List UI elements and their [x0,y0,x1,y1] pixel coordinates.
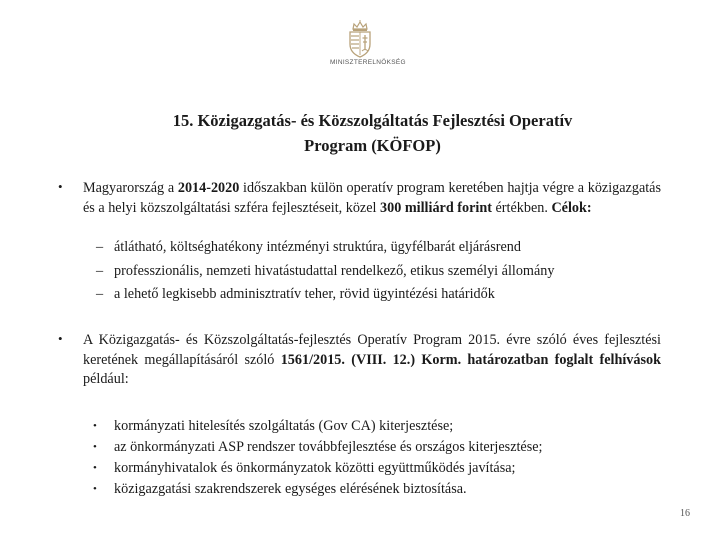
dash-marker: – [96,286,104,302]
example-text: közigazgatási szakrendszerek egységes elérésének biztosítása. [114,481,467,497]
resolution-bold: 1561/2015. (VIII. 12.) Korm. határozatban foglalt felhívások [280,351,661,368]
goals-list [96,236,554,307]
examples-list [93,416,543,500]
goal-text: átlátható, költséghatékony intézményi struktúra, ügyfélbarát eljárásrend [114,239,521,255]
dash-marker: – [96,239,104,255]
example-text: az önkormányzati ASP rendszer továbbfejlesztése és országos kiterjesztése; [114,439,543,455]
dash-marker: – [96,262,104,279]
list-item [93,437,543,458]
list-item [93,416,543,437]
dot-marker: • [93,483,97,495]
resolution-text-1: A Közigazgatás- és Közszolgáltatás-fejlesztés Operatív Program 2015. évre szóló éves fejlesztési keretének megállapításáról szóló [83,332,661,368]
list-item [93,479,543,500]
intro-paragraph [83,179,661,218]
list-item [96,260,554,284]
dot-marker: • [93,420,97,432]
intro-text-1: Magyarország a [83,180,178,196]
example-text: kormányzati hitelesítés szolgáltatás (Gov CA) kiterjesztése; [114,418,454,434]
resolution-text-2: például: [83,371,129,387]
example-text: kormányhivatalok és önkormányzatok közötti együttműködés javítása; [114,460,516,476]
dot-marker: • [93,462,97,474]
coat-of-arms-icon [347,20,373,58]
page-title [100,108,645,158]
goals-label: Célok: [551,199,592,216]
title-line-1: 15. Közigazgatás- és Közszolgáltatás Fejlesztési Operatív [172,111,573,130]
page-number: 16 [680,508,690,519]
list-item [93,458,543,479]
period-bold: 2014-2020 [177,180,240,196]
ministry-logo [330,20,406,72]
goal-text: professzionális, nemzeti hivatástudattal rendelkező, etikus személyi állomány [114,262,555,279]
list-item [96,283,554,307]
dot-marker: • [93,441,97,453]
intro-text-2: időszakban külön operatív program keretében hajtja végre a közigazgatás és a helyi közszolgáltatási szféra fejlesztéseit, közel [83,180,661,216]
ministry-name: MINISZTERELNÖKSÉG [330,59,406,66]
bullet-marker: • [58,179,63,194]
title-line-2: Program (KÖFOP) [304,136,441,155]
intro-text-3: értékben. [491,199,552,216]
list-item [96,236,554,260]
bullet-marker: • [58,331,63,346]
resolution-paragraph [83,331,661,390]
goal-text: a lehető legkisebb adminisztratív teher, rövid ügyintézési határidők [114,286,495,302]
amount-bold: 300 milliárd forint [380,199,492,216]
